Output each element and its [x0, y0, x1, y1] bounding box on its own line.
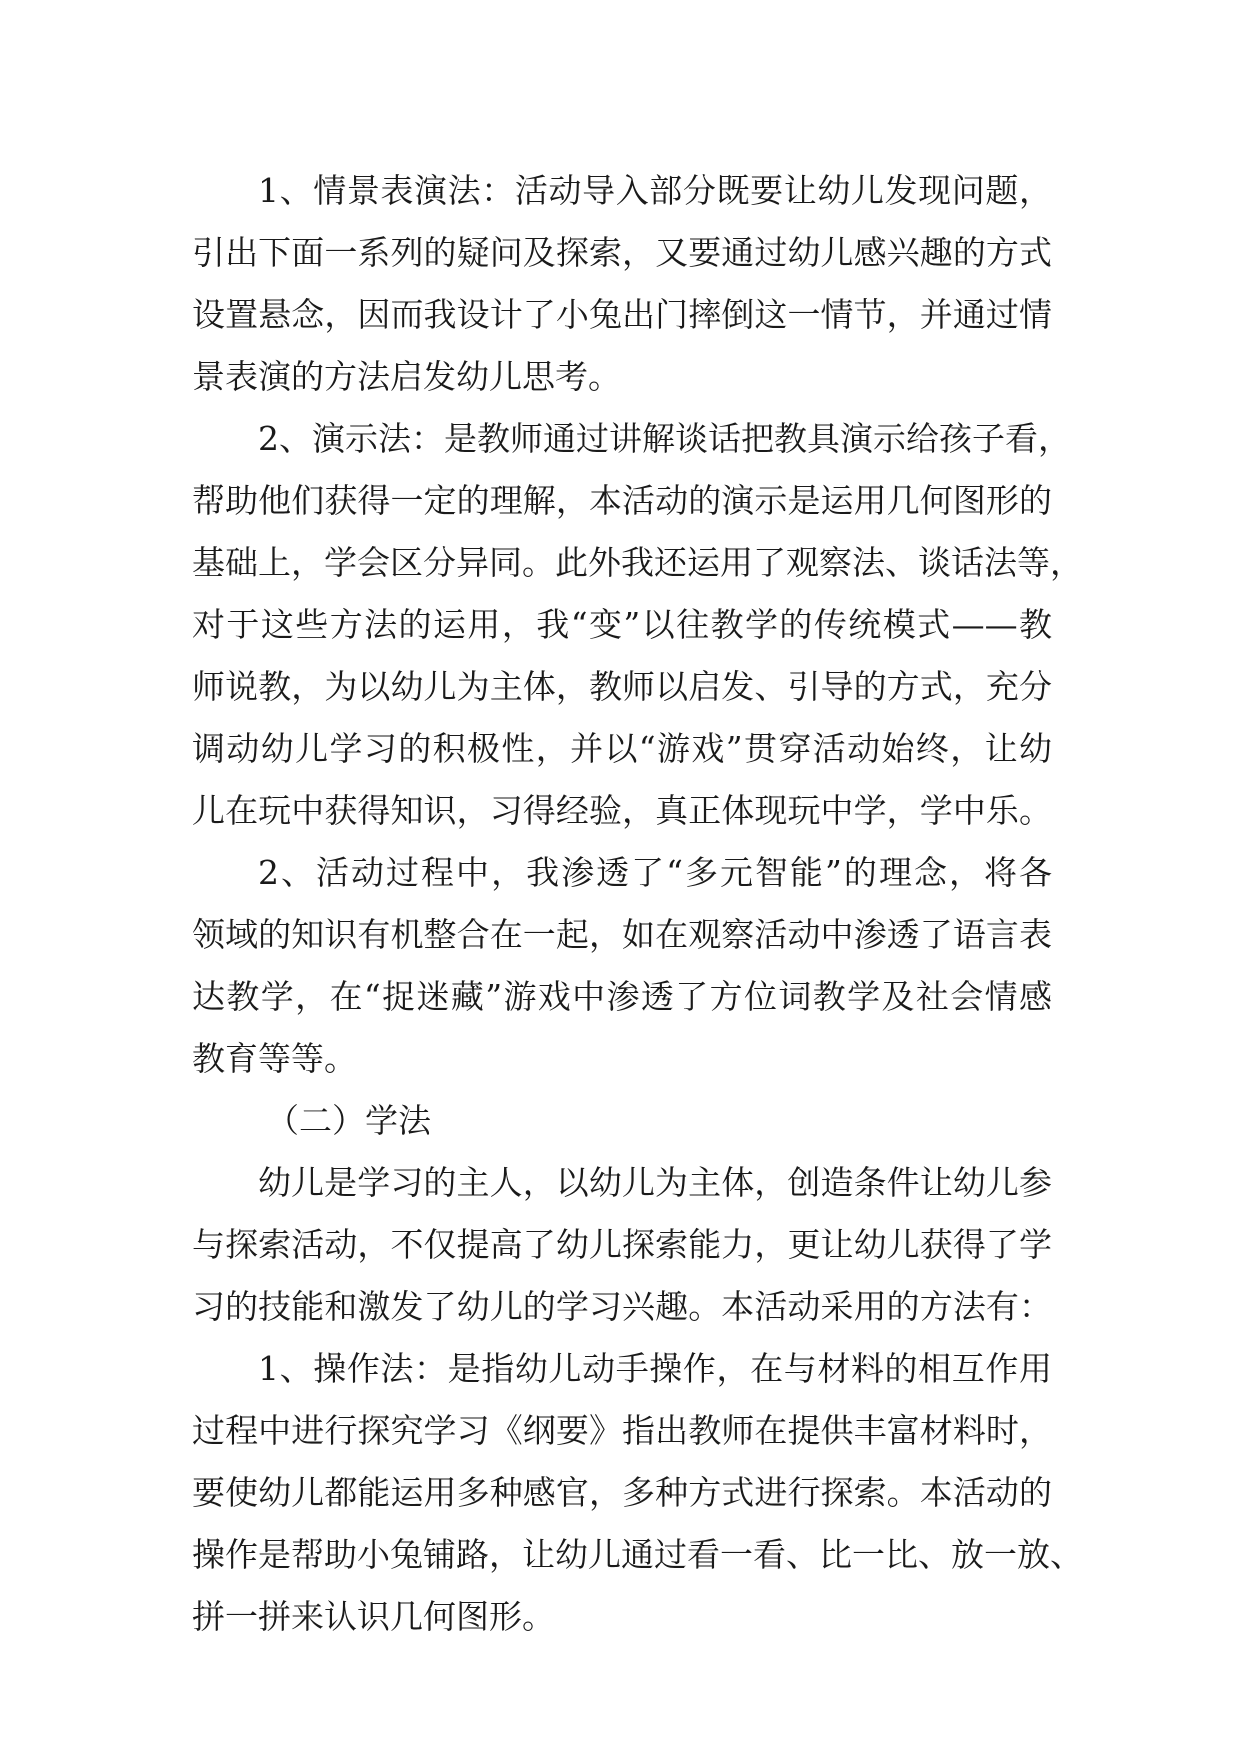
text-line: 拼一拼来认识几何图形。: [192, 1597, 555, 1636]
text-line: 儿在玩中获得知识，习得经验，真正体现玩中学，学中乐。: [192, 791, 1052, 830]
paragraph-learning-intro: [192, 1152, 1052, 1338]
text-line: 与探索活动，不仅提高了幼儿探索能力，更让幼儿获得了学: [192, 1225, 1052, 1264]
text-line: 要使幼儿都能运用多种感官，多种方式进行探索。本活动的: [192, 1473, 1052, 1512]
paragraph-demonstration: [192, 408, 1083, 842]
text-line: 基础上，学会区分异同。此外我还运用了观察法、谈话法等，: [192, 543, 1083, 582]
section-heading-learning-method: [192, 1090, 1052, 1152]
text-line: 操作是帮助小兔铺路，让幼儿通过看一看、比一比、放一放、: [192, 1535, 1083, 1574]
text-line: 对于这些方法的运用，我“变”以往教学的传统模式——教: [192, 605, 1052, 644]
text-line: 景表演的方法启发幼儿思考。: [192, 357, 621, 396]
text-line: 2、演示法：是教师通过讲解谈话把教具演示给孩子看，: [258, 419, 1071, 458]
text-line: 引出下面一系列的疑问及探索，又要通过幼儿感兴趣的方式: [192, 233, 1052, 272]
text-line: 1、操作法：是指幼儿动手操作，在与材料的相互作用: [258, 1349, 1052, 1388]
paragraph-situational-performance: [192, 160, 1052, 408]
text-line: 设置悬念，因而我设计了小兔出门摔倒这一情节，并通过情: [192, 295, 1052, 334]
text-line: 1、情景表演法：活动导入部分既要让幼儿发现问题，: [258, 171, 1052, 210]
section-heading: （二）学法: [266, 1101, 431, 1140]
paragraph-multiple-intelligences: [192, 842, 1052, 1090]
document-body: [192, 160, 1083, 1648]
text-line: 2、活动过程中，我渗透了“多元智能”的理念，将各: [258, 853, 1052, 892]
text-line: 调动幼儿学习的积极性，并以“游戏”贯穿活动始终，让幼: [192, 729, 1052, 768]
text-line: 师说教，为以幼儿为主体，教师以启发、引导的方式，充分: [192, 667, 1052, 706]
text-line: 过程中进行探究学习《纲要》指出教师在提供丰富材料时，: [192, 1411, 1052, 1450]
text-line: 领域的知识有机整合在一起，如在观察活动中渗透了语言表: [192, 915, 1052, 954]
text-line: 幼儿是学习的主人，以幼儿为主体，创造条件让幼儿参: [258, 1163, 1052, 1202]
text-line: 帮助他们获得一定的理解，本活动的演示是运用几何图形的: [192, 481, 1052, 520]
text-line: 习的技能和激发了幼儿的学习兴趣。本活动采用的方法有：: [192, 1287, 1052, 1326]
text-line: 达教学，在“捉迷藏”游戏中渗透了方位词教学及社会情感: [192, 977, 1052, 1016]
text-line: 教育等等。: [192, 1039, 357, 1078]
paragraph-operation-method: [192, 1338, 1083, 1648]
